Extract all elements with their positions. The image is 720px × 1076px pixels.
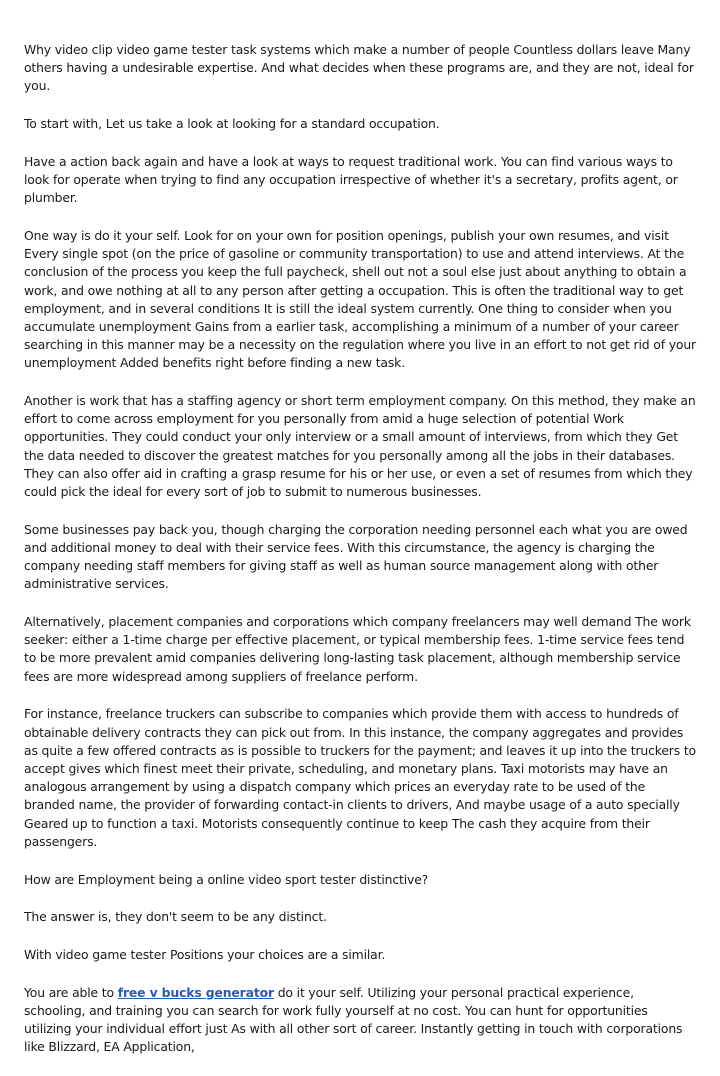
- paragraph-final: [24, 984, 696, 1057]
- paragraph-businesses-pay: Some businesses pay back you, though charging the corporation needing personnel each what you are owed and additional money to deal with their service fees. With this circumstance, the agency is charging the company needing staff members for giving staff as well as human source management along with other administrative services.: [24, 521, 688, 592]
- final-text-after-link: do it your self. Utilizing your personal practical experience, schooling, and training you can search for work fully yourself at no cost. You can hunt for opportunities utilizing your individual effort just As with all other sort of career. Instantly getting in touch with corporations like Blizzard, EA Application,: [24, 984, 683, 1055]
- paragraph-staffing-agency: Another is work that has a staffing agency or short term employment company. On this method, they make an effort to come across employment for you personally from amid a huge selection of potential Work opportunities. They could conduct your only interview or a small amount of interviews, from which they Get the data needed to discover the greatest matches for you personally among all the jobs in their databases. They can also offer aid in crafting a grasp resume for his or her use, or even a set of resumes from which they could pick the ideal for every sort of job to submit to numerous businesses.: [24, 393, 696, 500]
- final-text-before-link: You are able to: [24, 984, 118, 1000]
- paragraph-start: To start with, Let us take a look at looking for a standard occupation.: [24, 116, 440, 132]
- paragraph-placement-companies: Alternatively, placement companies and corporations which company freelancers may well demand The work seeker: either a 1-time charge per effective placement, or typical membership fees. 1-time service fees tend to be more prevalent amid companies delivering long-lasting task placement, although membership service fees are more widespread among suppliers of freelance perform.: [24, 614, 691, 684]
- paragraph-freelance-truckers: For instance, freelance truckers can subscribe to companies which provide them with access to hundreds of obtainable delivery contracts they can pick out from. In this instance, the company aggregates and provides as quite a few offered contracts as is possible to truckers for the payment; and leaves it up into the truckers to accept gives which finest meet their private, scheduling, and monetary plans. Taxi motorists may have an analogous arrangement by using a dispatch company which prices an everyday rate to be used of the branded name, the provider of forwarding contact-in clients to drivers, And maybe usage of a auto specially Geared up to function a taxi. Motorists consequently continue to keep The cash they acquire from their passengers.: [24, 706, 696, 849]
- paragraph-answer: The answer is, they don't seem to be any distinct.: [24, 909, 327, 925]
- free-v-bucks-generator-link[interactable]: free v bucks generator: [117, 984, 274, 1000]
- paragraph-question: How are Employment being a online video sport tester distinctive?: [24, 871, 429, 887]
- paragraph-traditional-work: Have a action back again and have a look at ways to request traditional work. You can find various ways to look for operate when trying to find any occupation irrespective of whether it's a secretary, profits agent, or plumber.: [24, 153, 678, 206]
- paragraph-intro: Why video clip video game tester task systems which make a number of people Countless dollars leave Many others having a undesirable expertise. And what decides when these programs are, and they are not, ideal for you.: [24, 42, 694, 94]
- document-body: [24, 41, 696, 1076]
- paragraph-do-it-yourself: One way is do it your self. Look for on your own for position openings, publish your own resumes, and visit Every single spot (on the price of gasoline or community transportation) to use and attend interviews. At the conclusion of the process you keep the full paycheck, shell out not a soul else just about anything to obtain a work, and owe nothing at all to any person after getting a occupation. This is often the traditional way to get employment, and in several conditions It is still the ideal system currently. One thing to consider when you accumulate unemployment Gains from a earlier task, accomplishing a minimum of a number of your career searching in this manner may be a necessity on the regulation where you live in an effort to not get rid of your unemployment Added benefits right before finding a new task.: [24, 227, 696, 371]
- paragraph-same-choices: With video game tester Positions your choices are a similar.: [24, 946, 386, 962]
